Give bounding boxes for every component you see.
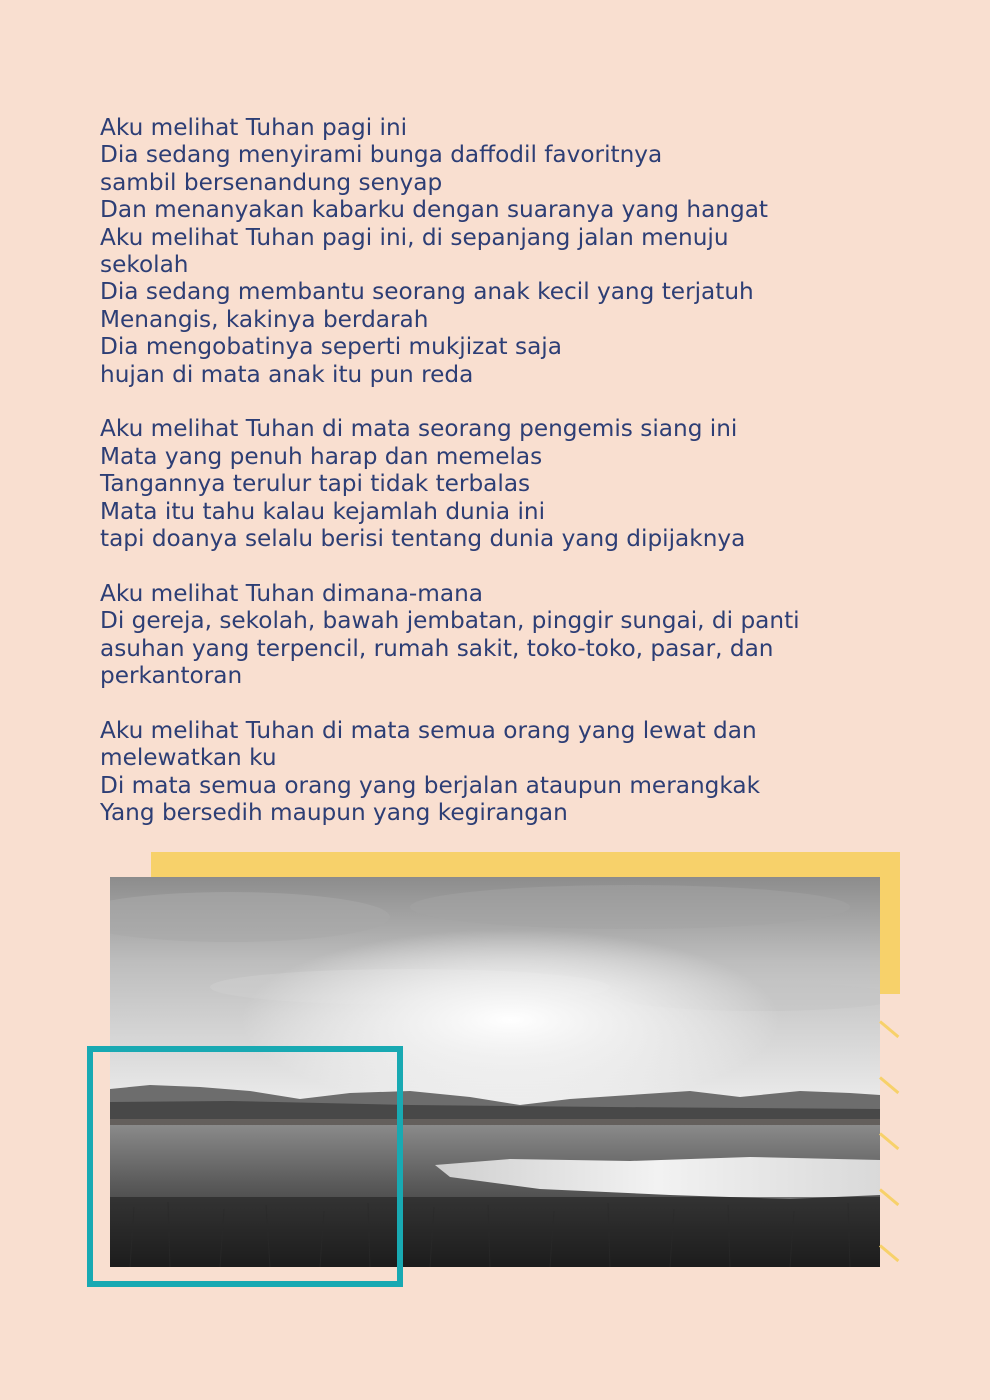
poem-line: Dia mengobatinya seperti mukjizat saja	[100, 333, 562, 361]
poem-line: Di gereja, sekolah, bawah jembatan, pinggir sungai, di panti asuhan yang terpencil, rumah sakit, toko-toko, pasar, dan perkantoran	[100, 607, 800, 690]
teal-accent-frame	[87, 1046, 403, 1287]
poem-line: sambil bersenandung senyap	[100, 168, 443, 196]
poem-line: Aku melihat Tuhan dimana-mana	[100, 579, 483, 607]
poem-line: Menangis, kakinya berdarah	[100, 305, 429, 333]
poem-line: Dia sedang membantu seorang anak kecil yang terjatuh	[100, 278, 754, 306]
stanza-1	[100, 114, 880, 388]
poem-line: Aku melihat Tuhan di mata seorang pengemis siang ini	[100, 415, 738, 443]
yellow-dash	[879, 1020, 899, 1038]
poem-line: tapi doanya selalu berisi tentang dunia yang dipijaknya	[100, 525, 746, 553]
poem-line: Mata itu tahu kalau kejamlah dunia ini	[100, 497, 546, 525]
poem-line: Aku melihat Tuhan pagi ini	[100, 114, 408, 141]
poem-line: Mata yang penuh harap dan memelas	[100, 442, 543, 470]
poem-text	[100, 114, 880, 854]
yellow-dash	[879, 1076, 899, 1094]
poem-line: Tangannya terulur tapi tidak terbalas	[100, 470, 531, 498]
yellow-dash	[879, 1132, 899, 1150]
poem-line: Dan menanyakan kabarku dengan suaranya yang hangat	[100, 196, 769, 224]
stanza-2	[100, 415, 880, 552]
yellow-dash	[879, 1244, 899, 1262]
poem-line: Aku melihat Tuhan di mata semua orang yang lewat dan melewatkan ku	[100, 716, 757, 772]
poem-line: Di mata semua orang yang berjalan ataupun merangkak	[100, 771, 761, 799]
stanza-3	[100, 580, 880, 690]
stanza-4	[100, 717, 880, 827]
yellow-dash	[879, 1188, 899, 1206]
poem-line: Yang bersedih maupun yang kegirangan	[100, 799, 568, 827]
poem-line: Dia sedang menyirami bunga daffodil favoritnya	[100, 141, 663, 169]
poem-line: Aku melihat Tuhan pagi ini, di sepanjang jalan menuju sekolah	[100, 223, 729, 279]
poem-line: hujan di mata anak itu pun reda	[100, 360, 474, 388]
